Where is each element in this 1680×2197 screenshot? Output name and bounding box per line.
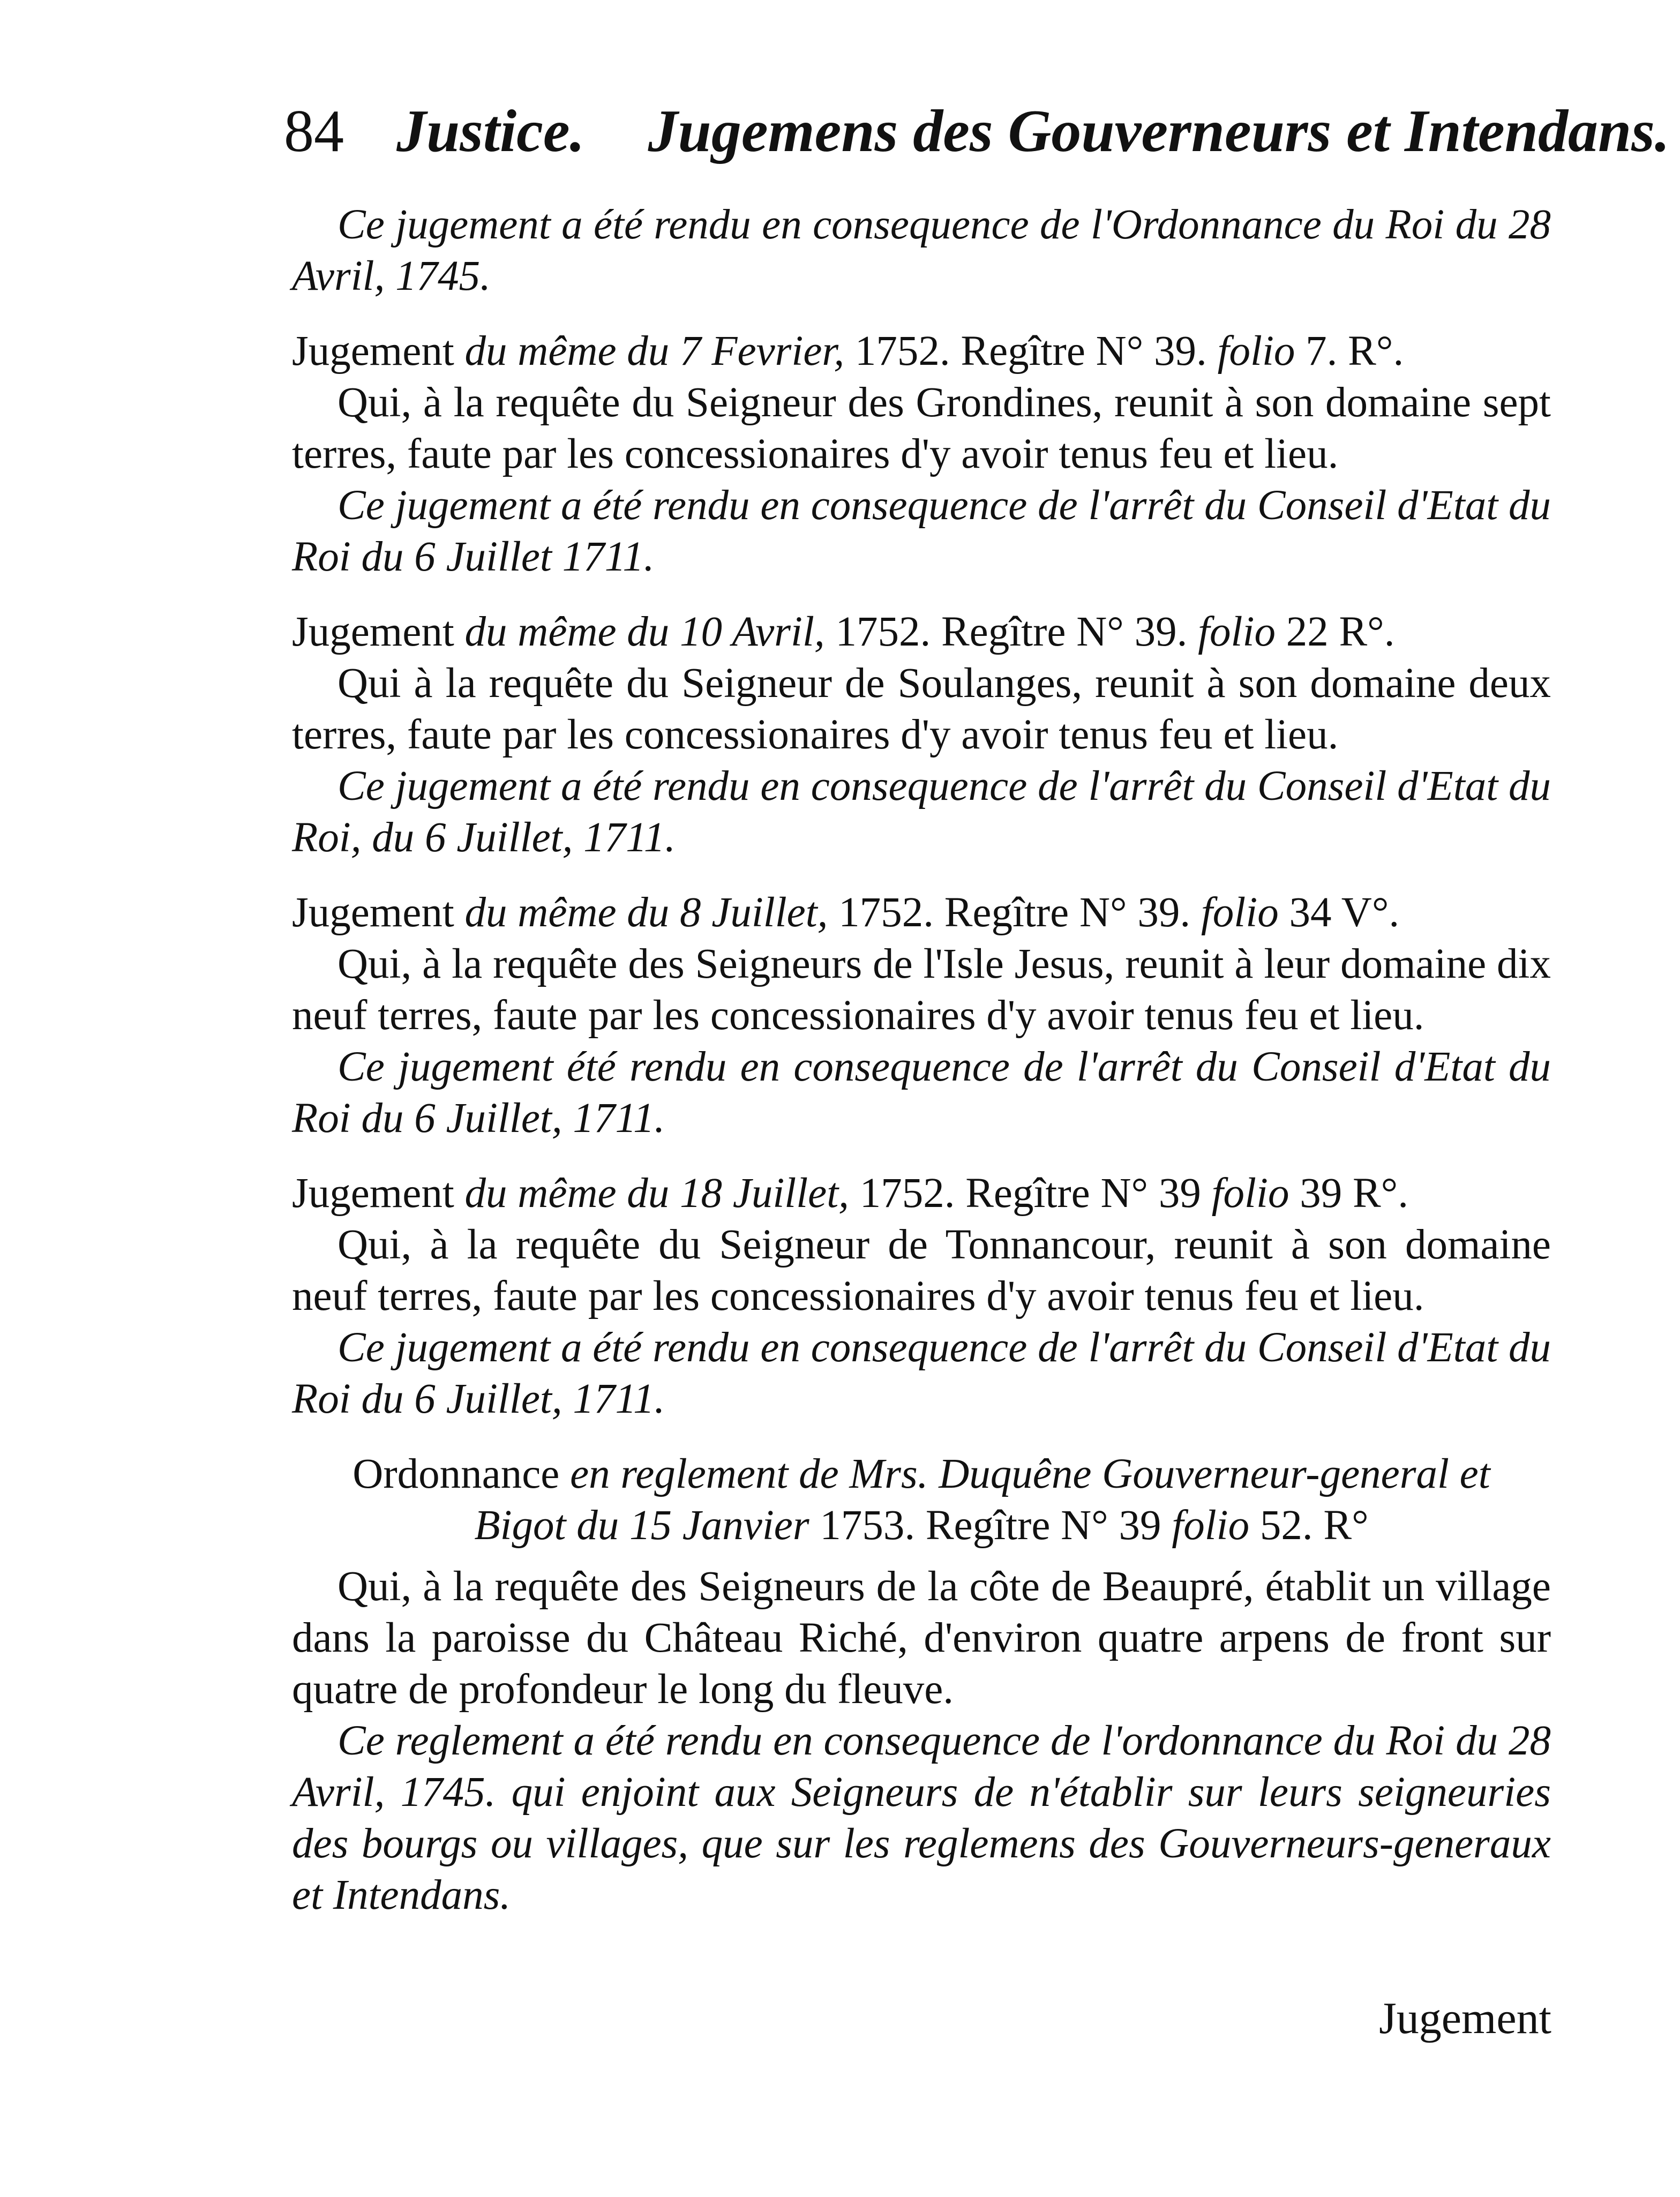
ordonnance-body: Qui, à la requête des Seigneurs de la côte de Beaupré, établit un village dans la paroisse du Château Riché, d'environ quatre arpens de front sur quatre de profondeur le long du fleuve. [292,1563,1551,1713]
ordonnance-register: 1753. Regître N° 39 [820,1502,1161,1549]
entry-heading-folio-label: folio [1217,328,1295,374]
entry-heading-folio-label: folio [1211,1170,1289,1217]
entry-heading [292,606,1551,658]
entry-body: Qui à la requête du Seigneur de Soulanges, reunit à son domaine deux terres, faute par les concessionaires d'y avoir tenus feu et lieu. [292,660,1551,758]
ordonnance-heading-line-2 [292,1500,1551,1551]
entry-body: Qui, à la requête du Seigneur des Grondines, reunit à son domaine sept terres, faute par les concessionaires d'y avoir tenus feu et lieu. [292,379,1551,477]
entry-note: Ce jugement été rendu en consequence de l'arrêt du Conseil d'Etat du Roi du 6 Juillet, 1711. [292,1044,1551,1142]
entry-heading-folio-label: folio [1201,889,1279,936]
ordonnance-note: Ce reglement a été rendu en consequence de l'ordonnance du Roi du 28 Avril, 1745. qui enjoint aux Seigneurs de n'établir sur leurs seigneuries des bourgs ou villages, que sur les reglemens des Gouverneurs-generaux et Intendans. [292,1718,1551,1918]
entry-4 [292,1168,1551,1425]
entry-heading-label: Jugement [292,609,454,655]
entry-heading-date: du même du 10 Avril, [464,609,825,655]
entry-heading-date: du même du 7 Fevrier, [464,328,845,374]
ordonnance-label: Ordonnance [352,1451,560,1497]
ordonnance-heading-line-1 [292,1449,1551,1500]
entry-heading-label: Jugement [292,328,454,374]
running-head-section: Justice. [396,98,585,164]
entry-note: Ce jugement a été rendu en consequence de l'arrêt du Conseil d'Etat du Roi du 6 Juillet, 1711. [292,1324,1551,1422]
catchword: Jugement [1379,1993,1551,2043]
text-column [292,199,1551,1921]
entry-heading [292,1168,1551,1219]
entry-note: Ce jugement a été rendu en consequence de l'arrêt du Conseil d'Etat du Roi, du 6 Juillet, 1711. [292,763,1551,861]
ordonnance-folio-label: folio [1172,1502,1250,1549]
entry-body: Qui, à la requête du Seigneur de Tonnancour, reunit à son domaine neuf terres, faute par les concessionaires d'y avoir tenus feu et lieu. [292,1221,1551,1319]
entry-heading-register: 1752. Regître N° 39. [835,609,1188,655]
ordonnance-date: Bigot du 15 Janvier [474,1502,809,1549]
ordonnance-entry [292,1449,1551,1921]
entry-3 [292,887,1551,1144]
entry-heading-folio: 22 R°. [1286,609,1395,655]
entry-heading-folio: 34 V°. [1289,889,1400,936]
entry-heading-date: du même du 8 Juillet, [464,889,828,936]
page-number: 84 [284,98,344,164]
entry-2 [292,606,1551,864]
running-head-title: Jugemens des Gouverneurs et Intendans. [648,98,1670,164]
entry-heading-register: 1752. Regître N° 39 [859,1170,1201,1217]
entry-heading-register: 1752. Regître N° 39. [838,889,1191,936]
entry-note: Ce jugement a été rendu en consequence de l'arrêt du Conseil d'Etat du Roi du 6 Juillet 1711. [292,482,1551,580]
entry-heading [292,887,1551,939]
entry-body: Qui, à la requête des Seigneurs de l'Isle Jesus, reunit à leur domaine dix neuf terres, faute par les concessionaires d'y avoir tenus feu et lieu. [292,941,1551,1039]
entry-heading-register: 1752. Regître N° 39. [854,328,1207,374]
entry-heading-folio-label: folio [1198,609,1276,655]
entry-heading-folio: 39 R°. [1300,1170,1409,1217]
entry-heading-label: Jugement [292,889,454,936]
entry-heading-date: du même du 18 Juillet, [464,1170,849,1217]
entry-heading-folio: 7. R°. [1306,328,1404,374]
intro-note: Ce jugement a été rendu en consequence de l'Ordonnance du Roi du 28 Avril, 1745. [292,201,1551,299]
running-header [284,95,1670,167]
ordonnance-subject: en reglement de Mrs. Duquêne Gouverneur-general et [570,1451,1490,1497]
entry-heading [292,326,1551,377]
entry-1 [292,326,1551,583]
entry-heading-label: Jugement [292,1170,454,1217]
ordonnance-folio: 52. R° [1259,1502,1369,1549]
